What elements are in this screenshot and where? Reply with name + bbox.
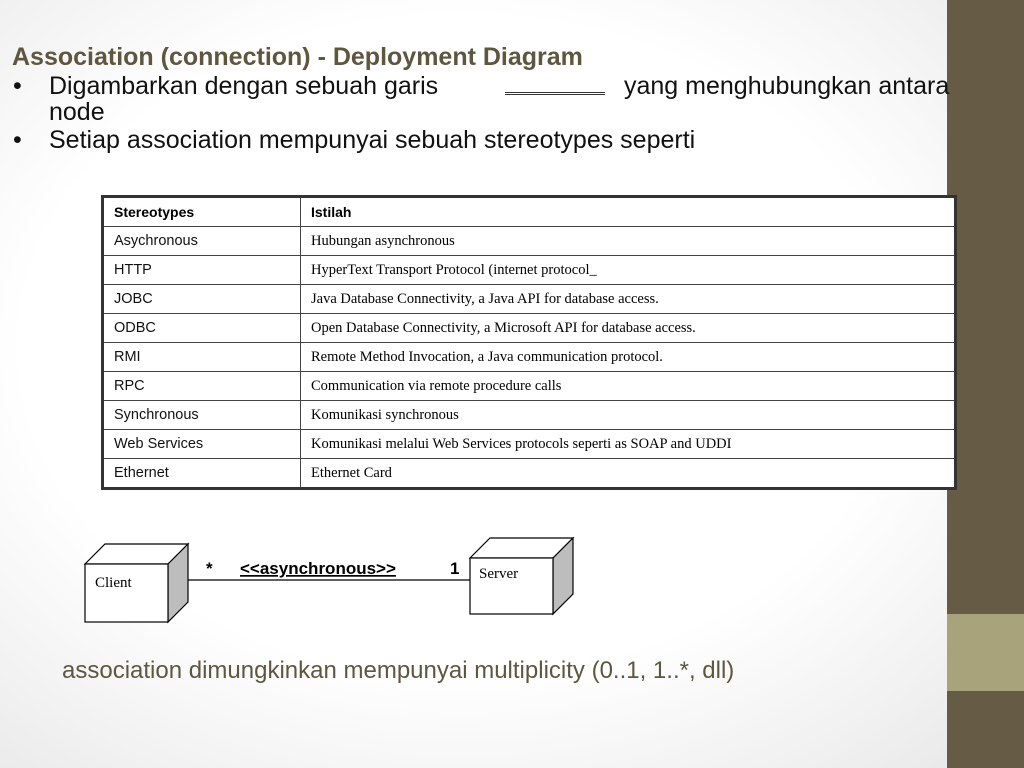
istilah-cell: Communication via remote procedure calls [301,372,956,401]
istilah-cell: Remote Method Invocation, a Java communication protocol. [301,343,956,372]
stereotype-label: <<asynchronous>> [240,559,396,578]
istilah-cell: Hubungan asynchronous [301,227,956,256]
client-multiplicity: * [206,559,213,578]
stereotype-cell: Asychronous [103,227,301,256]
istilah-cell: Java Database Connectivity, a Java API for database access. [301,285,956,314]
stereotype-cell: Synchronous [103,401,301,430]
table-row [103,459,956,489]
istilah-cell: Komunikasi synchronous [301,401,956,430]
sidebar-accent-block [947,614,1024,691]
istilah-cell: Open Database Connectivity, a Microsoft API for database access. [301,314,956,343]
server-multiplicity: 1 [450,559,460,578]
stereotype-cell: Web Services [103,430,301,459]
stereotype-cell: ODBC [103,314,301,343]
table-row [103,285,956,314]
bullet-dot: • [13,126,22,154]
bullet-1-text: Digambarkan dengan sebuah garis [49,72,439,100]
table-header-row [103,197,956,227]
slide-title: Association (connection) - Deployment Diagram [12,43,583,71]
table-row [103,343,956,372]
association-line-sample [505,92,605,95]
stereotype-cell: HTTP [103,256,301,285]
table-row [103,372,956,401]
table-header-istilah: Istilah [301,197,956,227]
istilah-cell: HyperText Transport Protocol (internet protocol_ [301,256,956,285]
server-node [470,538,573,614]
table-header-stereotypes: Stereotypes [103,197,301,227]
deployment-diagram [80,534,580,629]
table-row [103,314,956,343]
stereotype-cell: RPC [103,372,301,401]
stereotype-cell: RMI [103,343,301,372]
footer-text: association dimungkinkan mempunyai multiplicity (0..1, 1..*, dll) [62,657,735,684]
stereotype-cell: Ethernet [103,459,301,489]
bullet-1-continuation: node [49,98,105,126]
bullet-1-text-after-line: yang menghubungkan antara [624,72,950,100]
stereotype-cell: JOBC [103,285,301,314]
bullet-dot: • [13,72,22,100]
table-row [103,430,956,459]
bullet-2-text: Setiap association mempunyai sebuah stereotypes seperti [49,126,696,154]
table-row [103,256,956,285]
server-label: Server [479,566,519,582]
client-label: Client [95,575,132,591]
client-node [85,544,188,622]
istilah-cell: Ethernet Card [301,459,956,489]
table-row [103,227,956,256]
table-row [103,401,956,430]
stereotypes-table [101,195,957,490]
istilah-cell: Komunikasi melalui Web Services protocols seperti as SOAP and UDDI [301,430,956,459]
